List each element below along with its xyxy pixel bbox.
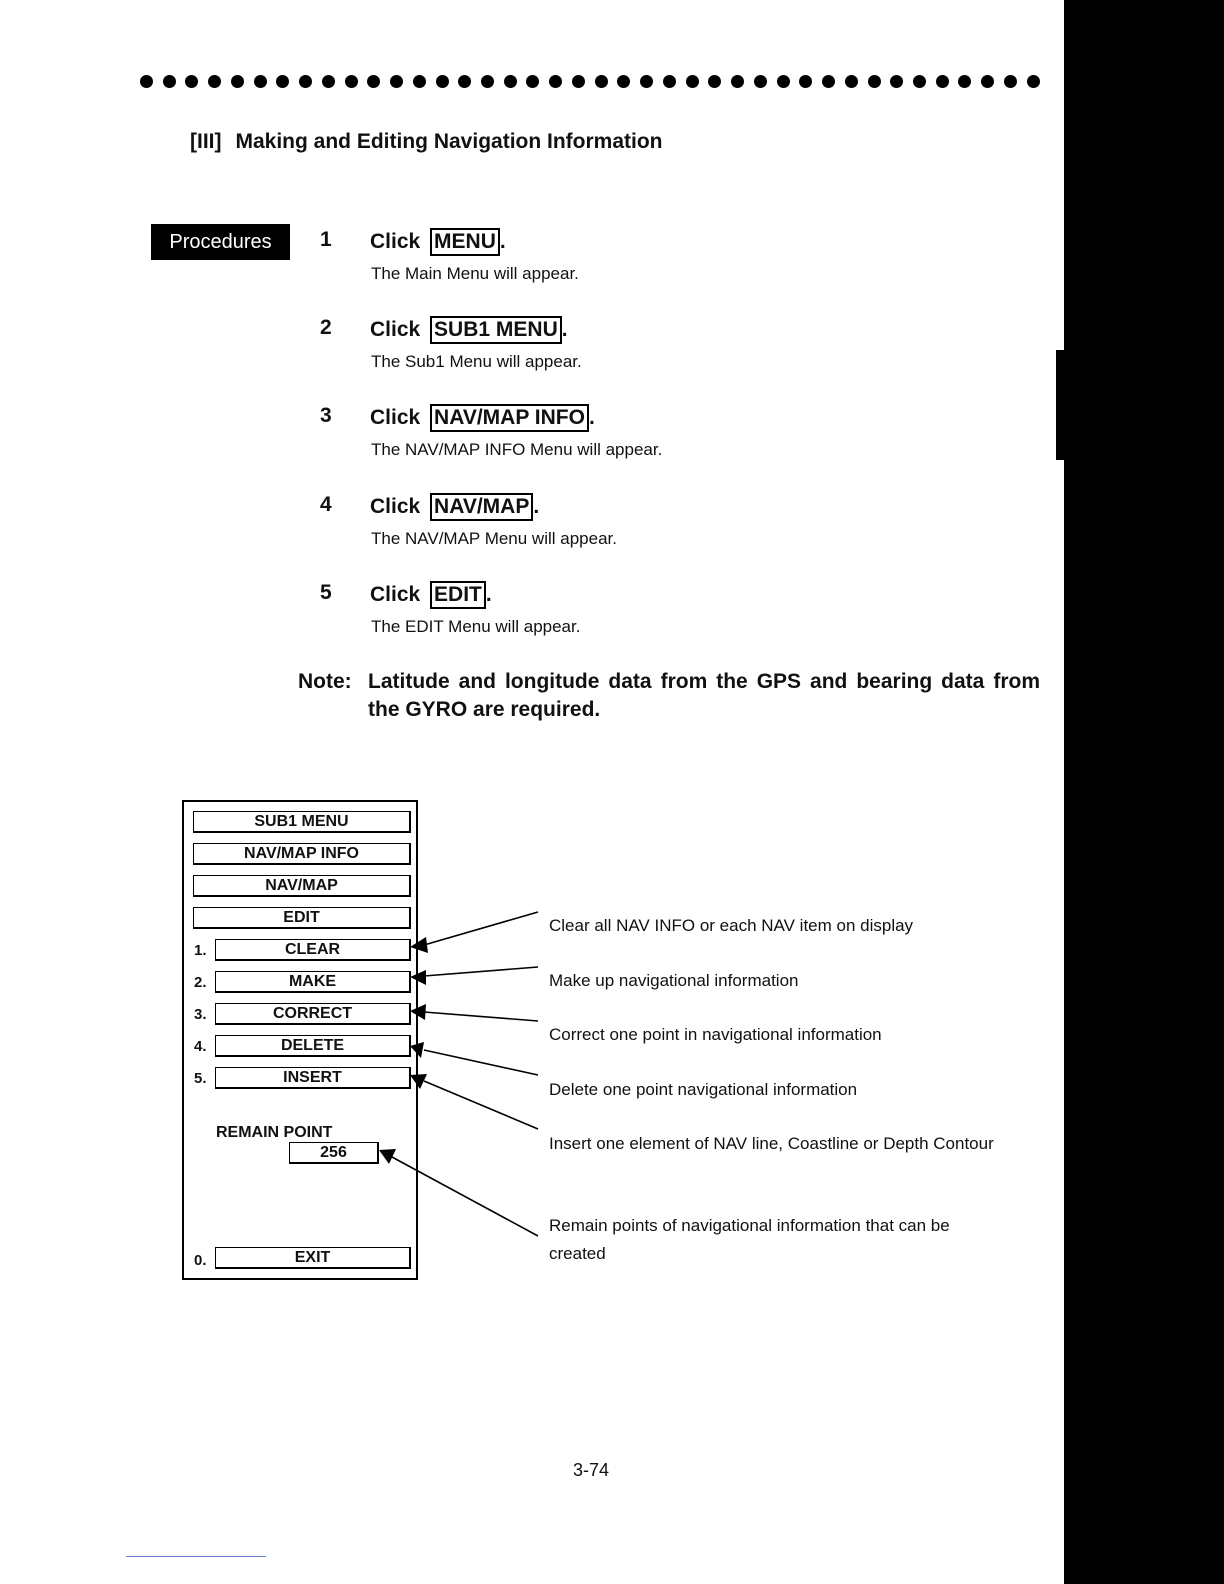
- scan-edge-bar: [1064, 0, 1224, 1584]
- procedures-badge: Procedures: [151, 224, 290, 260]
- item-number: 3.: [194, 1006, 207, 1023]
- sub1-menu-button[interactable]: SUB1 MENU: [193, 811, 411, 833]
- delete-button[interactable]: DELETE: [215, 1035, 411, 1057]
- step-title: Click MENU .: [370, 228, 506, 256]
- clear-button[interactable]: CLEAR: [215, 939, 411, 961]
- menu-key: NAV/MAP: [430, 493, 533, 521]
- section-number: [III]: [190, 130, 222, 153]
- menu-key: MENU: [430, 228, 500, 256]
- menu-key: EDIT: [430, 581, 486, 609]
- item-number: 0.: [194, 1252, 207, 1269]
- page-number: 3-74: [573, 1460, 610, 1480]
- edit-button[interactable]: EDIT: [193, 907, 411, 929]
- footer-rule: [126, 1556, 266, 1557]
- desc-insert: Insert one element of NAV line, Coastline or Depth Contour: [549, 1134, 994, 1153]
- nav-map-info-button[interactable]: NAV/MAP INFO: [193, 843, 411, 865]
- item-number: 4.: [194, 1038, 207, 1055]
- desc-correct: Correct one point in navigational information: [549, 1025, 882, 1044]
- remain-point-value: 256: [289, 1142, 379, 1164]
- make-button[interactable]: MAKE: [215, 971, 411, 993]
- callout-line-make: [424, 967, 538, 976]
- menu-key: SUB1 MENU: [430, 316, 562, 344]
- desc-delete: Delete one point navigational information: [549, 1080, 858, 1099]
- exit-button[interactable]: EXIT: [215, 1247, 411, 1269]
- correct-button[interactable]: CORRECT: [215, 1003, 411, 1025]
- step-number: 2: [320, 316, 332, 339]
- insert-button[interactable]: INSERT: [215, 1067, 411, 1089]
- section-title: [190, 130, 663, 154]
- step-desc: The Main Menu will appear.: [371, 264, 579, 283]
- step-number: 3: [320, 404, 332, 427]
- step-number: 4: [320, 493, 332, 516]
- step-number: 5: [320, 581, 332, 604]
- menu-key: NAV/MAP INFO: [430, 404, 589, 432]
- remain-point-label: REMAIN POINT: [216, 1124, 333, 1141]
- item-number: 2.: [194, 974, 207, 991]
- desc-clear: Clear all NAV INFO or each NAV item on display: [549, 916, 914, 935]
- step-desc: The Sub1 Menu will appear.: [371, 352, 582, 371]
- dot-rule: [140, 66, 1040, 96]
- step-title: Click NAV/MAP .: [370, 493, 539, 521]
- desc-remain: Remain points of navigational information that can be created: [549, 1216, 950, 1263]
- step-title: Click SUB1 MENU .: [370, 316, 568, 344]
- side-tab-marker: [1056, 350, 1066, 460]
- step-title: Click EDIT .: [370, 581, 492, 609]
- step-desc: The NAV/MAP Menu will appear.: [371, 529, 617, 548]
- edit-menu-panel: [182, 800, 418, 1280]
- callout-line-delete: [424, 1050, 538, 1075]
- note-text: Latitude and longitude data from the GPS and bearing data from the GYRO are required.: [368, 670, 1040, 721]
- step-number: 1: [320, 228, 332, 251]
- callout-line-correct: [424, 1012, 538, 1021]
- note-label: Note:: [298, 670, 352, 693]
- item-number: 1.: [194, 942, 207, 959]
- desc-make: Make up navigational information: [549, 971, 799, 990]
- section-title-text: Making and Editing Navigation Information: [235, 130, 663, 153]
- nav-map-button[interactable]: NAV/MAP: [193, 875, 411, 897]
- step-desc: The NAV/MAP INFO Menu will appear.: [371, 440, 663, 459]
- item-number: 5.: [194, 1070, 207, 1087]
- step-desc: The EDIT Menu will appear.: [371, 617, 581, 636]
- step-title: Click NAV/MAP INFO .: [370, 404, 595, 432]
- callout-line-insert: [424, 1081, 538, 1129]
- callout-line-clear: [424, 912, 538, 945]
